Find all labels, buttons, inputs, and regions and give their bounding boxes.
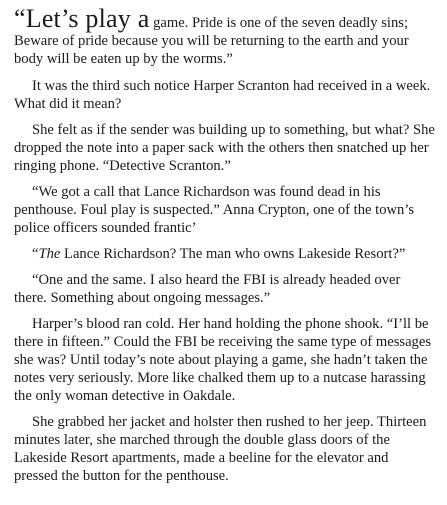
paragraph-4-text: Lance Richardson? The man who owns Lakeside Resort?” [60,246,406,262]
paragraph-4-italic: The [38,246,61,262]
paragraph-5: “One and the same. I also heard the FBI is already headed over there. Something about ongoing messages.” [14,272,401,306]
paragraph-2: She felt as if the sender was building up to something, but what? She dropped the note into a paper sack with the others then snatched up her ringing phone. “Detective Scranton.” [14,122,435,174]
opening-paragraph [14,4,435,68]
paragraph-6: Harper’s blood ran cold. Her hand holding the phone shook. “I’ll be there in fifteen.” Could the FBI be receiving the same type of messages she was? Until today’s note about playing a game, she hadn’t taken the notes very seriously. More like chalked them up to a nutcase harassing the only woman detective in Oakdale. [14,316,432,404]
paragraph-7: She grabbed her jacket and holster then rushed to her jeep. Thirteen minutes later, she marched through the double glass doors of the Lakeside Resort apartments, made a beeline for the elevator and pressed the button for the penthouse. [14,414,427,484]
opening-rest-text: game. Pride is one of the seven deadly sins; Beware of pride because you will be returning to the earth and your body will be eaten up by the worms.” [14,15,409,67]
opening-large-text: “Let’s play a [14,4,150,33]
paragraph-3: “We got a call that Lance Richardson was found dead in his penthouse. Foul play is suspected.” Anna Crypton, one of the town’s police officers sounded frantic’ [14,184,415,236]
paragraph-1: It was the third such notice Harper Scranton had received in a week. What did it mean? [14,78,431,112]
paragraph-4 [14,245,435,263]
paragraph-4-open-quote: “ [32,246,39,262]
